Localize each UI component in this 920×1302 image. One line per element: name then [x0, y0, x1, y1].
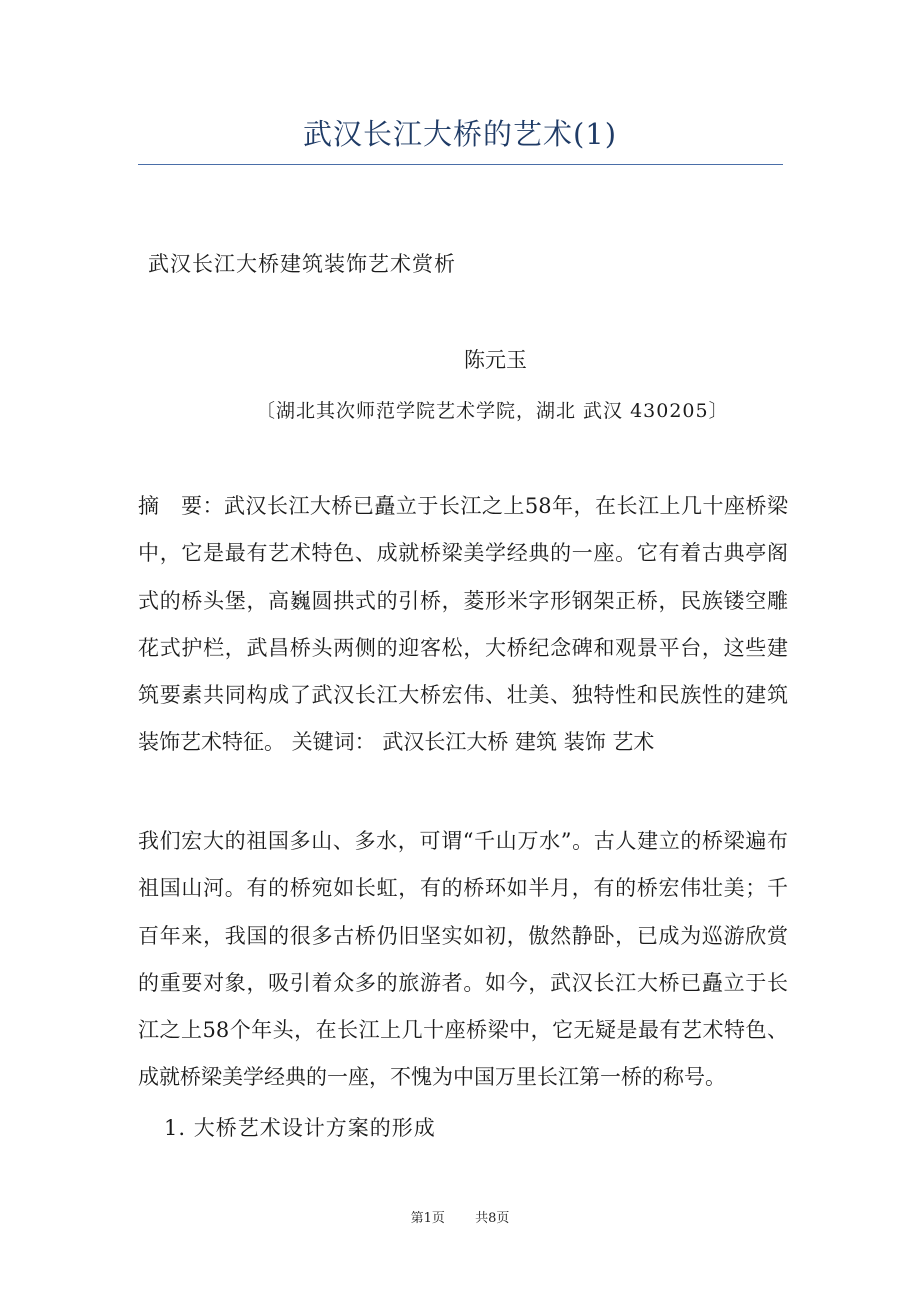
section-heading: 1. 大桥艺术设计方案的形成 — [164, 1116, 436, 1140]
page-footer — [0, 1207, 920, 1226]
article-subtitle: 武汉长江大桥建筑装饰艺术赏析 — [148, 252, 456, 276]
author-name: 陈元玉 — [464, 348, 527, 372]
page-number: 第1页 — [410, 1211, 445, 1226]
body-paragraph: 我们宏大的祖国多山、多水，可谓“千山万水”。古人建立的桥梁遍布祖国山河。有的桥宛如长虹，有的桥环如半月，有的桥宏伟壮美；千百年来，我国的很多古桥仍旧坚实如初，傲然静卧，已成为巡游欣赏的重要对象，吸引着众多的旅游者。如今，武汉长江大桥已矗立于长江之上58个年头，在长江上几十座桥梁中，它无疑是最有艺术特色、成就桥梁美学经典的一座，不愧为中国万里长江第一桥的称号。 — [138, 829, 788, 1090]
author-affiliation: 〔湖北其次师范学院艺术学院，湖北 武汉 430205〕 — [256, 400, 729, 422]
title-underline — [138, 164, 783, 165]
abstract-paragraph: 摘 要：武汉长江大桥已矗立于长江之上58年，在长江上几十座桥梁中，它是最有艺术特色、成就桥梁美学经典的一座。它有着古典亭阁式的桥头堡，高巍圆拱式的引桥，菱形米字形钢架正桥，民族镂空雕花式护栏，武昌桥头两侧的迎客松，大桥纪念碑和观景平台，这些建筑要素共同构成了武汉长江大桥宏伟、壮美、独特性和民族性的建筑装饰艺术特征。 关键词： 武汉长江大桥 建筑 装饰 艺术 — [138, 494, 788, 755]
page-title: 武汉长江大桥的艺术(1) — [302, 117, 618, 151]
total-pages: 共8页 — [475, 1211, 510, 1226]
